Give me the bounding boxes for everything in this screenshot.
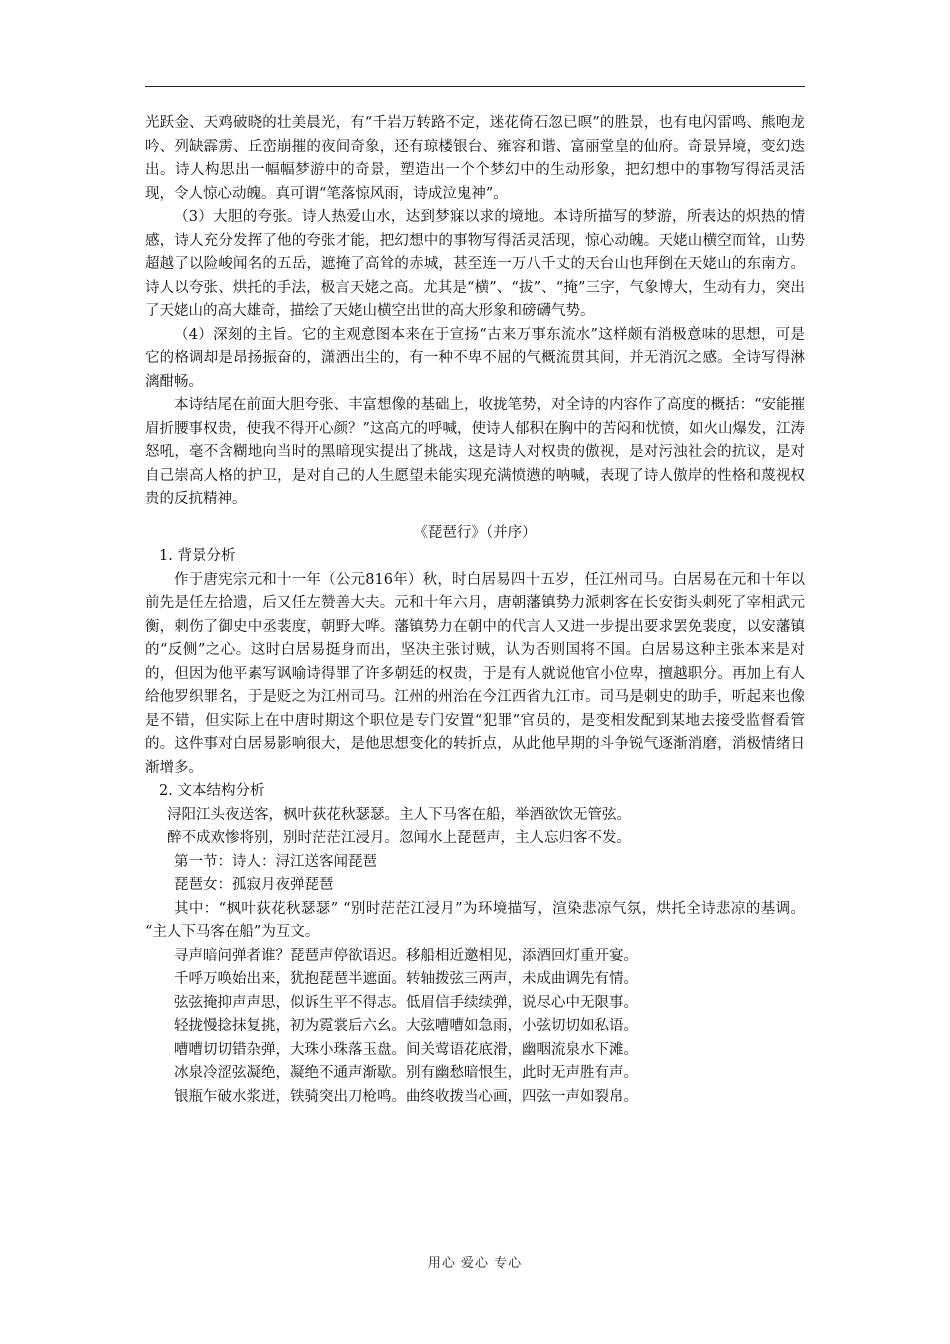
conclusion-paragraph: 本诗结尾在前面大胆夸张、丰富想像的基础上，收拢笔势，对全诗的内容作了高度的概括：“安能摧眉折腰事权贵，使我不得开心颜？”这高亢的呼喊，使诗人郁积在胸中的苦闷和忧愤，如火山爆发，江涛怒吼，毫不含糊地向当时的黑暗现实提出了挑战，这是诗人对权贵的傲视，是对污浊社会的抗议，是对自己崇高人格的护卫，是对自己的人生愿望未能实现充满愤懑的呐喊，表现了诗人傲岸的性格和蔑视权贵的反抗精神。	[145, 397, 805, 507]
verse-line: 银瓶乍破水浆迸，铁骑突出刀枪鸣。曲终收拨当心画，四弦一声如裂帛。	[174, 1088, 638, 1105]
page-footer: 用心 爱心 专心	[427, 1256, 523, 1271]
point-3-paragraph: （3）大胆的夸张。诗人热爱山水，达到梦寐以求的境地。本诗所描写的梦游，所表达的炽热的情感，诗人充分发挥了他的夸张才能，把幻想中的事物写得活灵活现，惊心动魄。天姥山横空而耸，山势超越了以险峻闻名的五岳，遮掩了高耸的赤城，甚至连一万八千丈的天台山也拜倒在天姥山的东南方。诗人以夸张、烘托的手法，极言天姥之高。尤其是“横”、“拔”、“掩”三字，气象博大，生动有力，突出了天姥山的高大雄奇，描绘了天姥山横空出世的高大形象和磅礴气势。	[145, 209, 805, 319]
verse-line: 弦弦掩抑声声思，似诉生平不得志。低眉信手续续弹，说尽心中无限事。	[174, 994, 638, 1011]
background-paragraph: 作于唐宪宗元和十一年（公元816年）秋，时白居易四十五岁，任江州司马。白居易在元和十年以前先是任左拾遗，后又任左赞善大夫。元和十年六月，唐朝藩镇势力派刺客在长安街头刺死了宰相武元衡，刺伤了御史中丞裴度，朝野大哗。藩镇势力在朝中的代言人又进一步提出要求罢免裴度，以安藩镇的“反侧”之心。这时白居易挺身而出，坚决主张讨贼，认为否则国将不国。白居易这种主张本来是对的，但因为他平素写讽喻诗得罪了许多朝廷的权贵，于是有人就说他官小位卑，擅越职分。再加上有人给他罗织罪名，于是贬之为江州司马。江州的州治在今江西省九江市。司马是刺史的助手，听起来也像是不错，但实际上在中唐时期这个职位是专门安置“犯罪”官员的，是变相发配到某地去接受监督看管的。这件事对白居易影响很大，是他思想变化的转折点，从此他早期的斗争锐气逐渐消磨，消极情绪日渐增多。	[145, 571, 805, 776]
section-title: 《琵琶行》（并序）	[413, 524, 537, 541]
verse-line: 千呼万唤始出来，犹抱琵琶半遮面。转轴拨弦三两声，未成曲调先有情。	[174, 971, 638, 987]
point-4-paragraph: （4）深刻的主旨。它的主观意图本来在于宣扬“古来万事东流水”这样颇有消极意味的思想，可是它的格调却是昂扬振奋的，潇洒出尘的，有一种不卑不屈的气概流贯其间，并无消沉之感。全诗写得淋漓酣畅。	[145, 326, 805, 390]
continuation-paragraph: 光跃金、天鸡破晓的壮美晨光，有“千岩万转路不定，迷花倚石忽已暝”的胜景，也有电闪雷鸣、熊咆龙吟、列缺霹雳、丘峦崩摧的夜间奇象，还有琼楼银台、雍容和谐、富丽堂皇的仙府。奇景异境，变幻迭出。诗人构思出一幅幅梦游中的奇景，塑造出一个个梦幻中的生动形象，把幻想中的事物写得活灵活现，令人惊心动魄。真可谓“笔落惊风雨，诗成泣鬼神”。	[145, 115, 805, 202]
verse-line: 醉不成欢惨将别，别时茫茫江浸月。忽闻水上琵琶声，主人忘归客不发。	[167, 830, 631, 846]
section1-line1: 第一节：诗人：浔江送客闻琵琶	[174, 853, 377, 870]
verse-line: 嘈嘈切切错杂弹，大珠小珠落玉盘。间关莺语花底滑，幽咽流泉水下滩。	[174, 1041, 638, 1058]
header-rule	[145, 86, 805, 87]
verse-line: 轻拢慢捻抹复挑，初为霓裳后六幺。大弦嘈嘈如急雨，小弦切切如私语。	[174, 1018, 638, 1034]
section1-line2: 琵琶女：孤寂月夜弹琵琶	[174, 877, 334, 893]
note-paragraph: 其中：“枫叶荻花秋瑟瑟” “别时茫茫江浸月”为环境描写，渲染悲凉气氛，烘托全诗悲凉的基调。 “主人下马客在船”为互文。	[145, 900, 805, 940]
heading-structure: 2. 文本结构分析	[159, 783, 265, 799]
document-body	[145, 112, 805, 1109]
heading-background: 1. 背景分析	[159, 548, 236, 564]
verse-line: 寻声暗问弹者谁？琵琶声停欲语迟。移船相近邀相见，添酒回灯重开宴。	[174, 947, 638, 964]
verse-line: 浔阳江头夜送客，枫叶荻花秋瑟瑟。主人下马客在船，举酒欲饮无管弦。	[167, 806, 631, 823]
verse-line: 冰泉冷涩弦凝绝，凝绝不通声渐歇。别有幽愁暗恨生，此时无声胜有声。	[174, 1065, 638, 1081]
